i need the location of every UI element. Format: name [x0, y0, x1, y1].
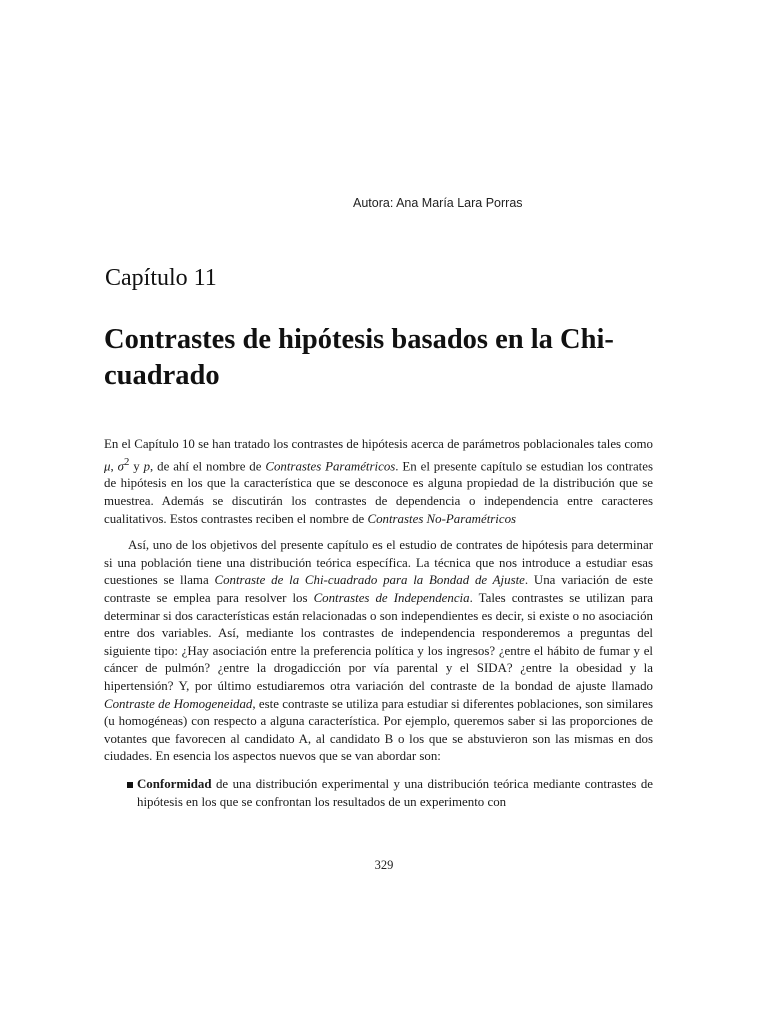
text-run: . Una variación de este contraste se emplea para resolver los — [104, 573, 653, 606]
math-exponent: 2 — [123, 455, 130, 468]
text-run: En el Capítulo 10 se han tratado los contrastes de hipótesis acerca de parámetros poblacionales tales como — [104, 437, 653, 451]
author-line: Autora: Ana María Lara Porras — [353, 196, 523, 210]
math-p: p — [143, 458, 151, 473]
body-text — [104, 436, 653, 811]
emphasis-term: Contraste de Homogeneidad — [104, 696, 253, 711]
text-run: , — [110, 458, 118, 473]
paragraph-2 — [104, 537, 653, 766]
text-run: , este contraste se utiliza para estudiar si diferentes poblaciones, son similares (u homogéneas) con respecto a alguna característica. Por ejemplo, queremos saber si las proporciones de votantes que favorecen al candidato A, al candidato B o los que se abstuvieron son las mismas en dos ciudades. En esencia los aspectos nuevos que se van abordar son: — [104, 696, 653, 764]
emphasis-term: Contrastes No-Paramétricos — [367, 511, 517, 526]
list-item — [104, 776, 653, 811]
text-run: . Tales contrastes se utilizan para determinar si dos características están relacionadas o son independientes es decir, si existe o no asociación entre dos variables. Así, mediante los contrastes de independencia responderemos a preguntas del siguiente tipo: ¿Hay asociación entre la preferencia política y los ingresos? ¿entre el hábito de fumar y el cáncer de pulmón? ¿entre la drogadicción por vía parental y el SIDA? ¿entre la obesidad y la hipertensión? Y, por último estudiaremos otra variación del contraste de la bondad de ajuste llamado — [104, 591, 653, 694]
emphasis-term: Contraste de la Chi-cuadrado para la Bondad de Ajuste — [214, 573, 525, 588]
math-sigma: σ — [117, 458, 124, 473]
bullet-text: de una distribución experimental y una distribución teórica mediante contrastes de hipótesis en los que se confrontan los resultados de un experimento con — [137, 776, 653, 809]
paragraph-1 — [104, 436, 653, 528]
emphasis-term: Contrastes Paramétricos — [265, 458, 396, 473]
emphasis-term: Contrastes de Independencia — [313, 591, 470, 606]
text-run: y — [129, 458, 144, 473]
page-number: 329 — [374, 858, 394, 872]
chapter-label: Capítulo 11 — [105, 265, 217, 291]
text-run: , de ahí el nombre de — [150, 458, 266, 473]
bullet-term: Conformidad — [137, 776, 212, 791]
math-mu: μ — [104, 458, 111, 473]
text-run: . En el presente capítulo se estudian los contrates de hipótesis en los que la característica que se desconoce es alguna propiedad de la distribución que se muestrea. Además se discutirán los contrastes de dependencia o independencia entre caracteres cualitativos. Estos contrastes reciben el nombre de — [104, 458, 653, 526]
chapter-title: Contrastes de hipótesis basados en la Chi-cuadrado — [104, 324, 614, 391]
text-run: Así, uno de los objetivos del presente capítulo es el estudio de contrates de hipótesis para determinar si una población tiene una distribución teórica específica. La técnica que nos introduce a estudiar esas cuestiones se llama — [104, 538, 653, 588]
square-bullet-icon — [127, 782, 133, 788]
